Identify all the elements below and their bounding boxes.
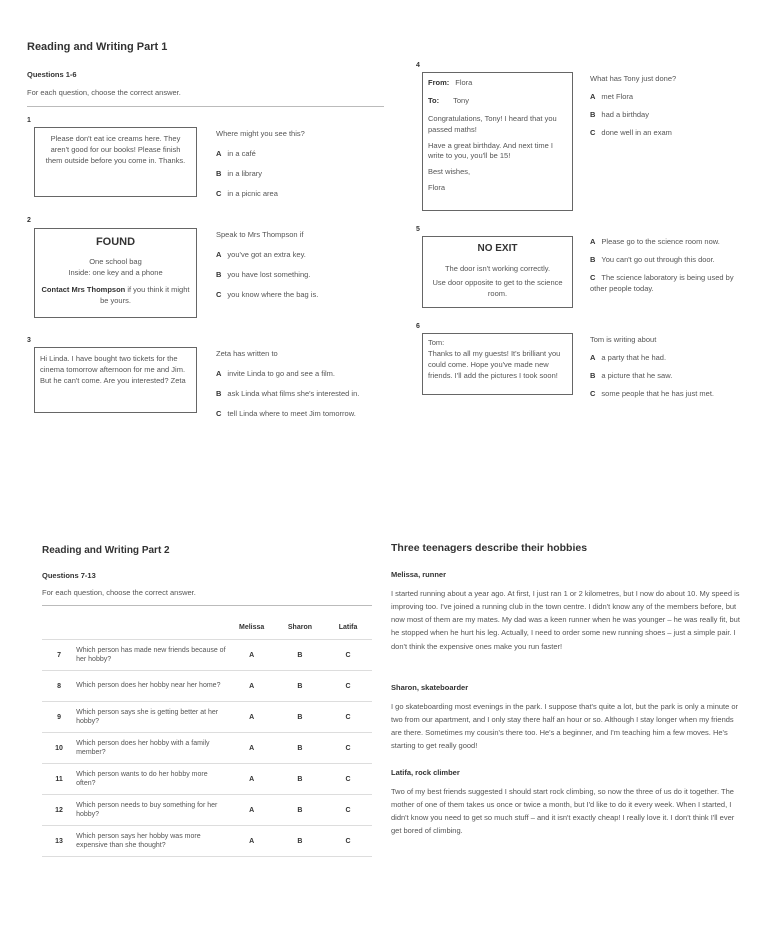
row-number: 13 [42,826,76,857]
table-header-row [42,615,372,640]
answer-c[interactable]: C [324,702,372,733]
part2-title: Reading and Writing Part 2 [42,545,170,556]
answer-c[interactable]: C [324,733,372,764]
question-number: 3 [27,337,31,344]
row-number: 11 [42,764,76,795]
option-b[interactable]: B had a birthday [590,110,649,119]
notice-box [34,228,197,318]
notice-line: The door isn't working correctly. [444,263,551,273]
row-question: Which person does her hobby near her home? [76,671,227,702]
table-row [42,826,372,857]
part2-instruction: For each question, choose the correct answer. [42,588,196,597]
question-number: 2 [27,217,31,224]
email-paragraph: Congratulations, Tony! I heard that you passed maths! [428,113,557,134]
table-row [42,764,372,795]
from-label: From: [428,78,450,87]
section-text: I started running about a year ago. At first, I just ran 1 or 2 kilometres, but I now do about 10. My speed is improving too. I've joined a running club in the town centre. I didn't know any of the members before, but now most of them are my mates. My dad was a keen runner when he was younger – he was really fit, but he stopped when he hurt his leg. Actually, I need to order some new running shoes – just a simple pair. I don't think the expensive ones make you run faster! [391,589,740,651]
row-number: 9 [42,702,76,733]
message-box [34,347,197,413]
option-b[interactable]: B in a library [216,169,263,178]
answer-b[interactable]: B [276,764,324,795]
email-signature: Flora [428,183,446,193]
section-heading: Sharon, skateboarder [391,683,469,692]
answer-b[interactable]: B [276,702,324,733]
table-row [42,733,372,764]
answer-b[interactable]: B [276,671,324,702]
part1-title: Reading and Writing Part 1 [27,41,168,53]
answer-c[interactable]: C [324,640,372,671]
answer-b[interactable]: B [276,826,324,857]
answer-c[interactable]: C [324,671,372,702]
answer-c[interactable]: C [324,764,372,795]
notice-box [34,127,197,197]
option-b[interactable]: B You can't go out through this door. [590,255,715,264]
notice-contact: Contact Mrs Thompson if you think it might be yours. [41,284,190,305]
notice-heading: FOUND [95,236,136,248]
question-stem: Speak to Mrs Thompson if [216,230,304,239]
row-question: Which person has made new friends because of her hobby? [76,640,227,671]
answer-a[interactable]: A [228,640,276,671]
row-number: 12 [42,795,76,826]
question-number: 5 [416,226,420,233]
option-c[interactable]: C tell Linda where to meet Jim tomorrow. [216,409,356,418]
question-stem: What has Tony just done? [590,74,677,83]
divider [42,605,372,606]
option-a[interactable]: A Please go to the science room now. [590,237,720,246]
divider [27,106,384,107]
section-heading: Latifa, rock climber [391,768,460,777]
column-header-latifa: Latifa [324,615,372,640]
notice-line: Use door opposite to get to the science room. [432,278,563,299]
option-c[interactable]: C in a picnic area [216,189,278,198]
option-c[interactable]: C some people that he has just met. [590,389,714,398]
row-number: 10 [42,733,76,764]
question-stem: Where might you see this? [216,129,305,138]
row-question: Which person says she is getting better at her hobby? [76,702,227,733]
table-row [42,640,372,671]
answer-c[interactable]: C [324,826,372,857]
option-a[interactable]: A in a café [216,149,256,158]
notice-line: One school bag [89,256,142,266]
option-c[interactable]: C you know where the bag is. [216,290,319,299]
message-text: Hi Linda. I have bought two tickets for the cinema tomorrow afternoon for me and Jim. But he can't come. Are you interested? Zeta [40,354,186,385]
part1-instruction: For each question, choose the correct answer. [27,88,181,97]
option-b[interactable]: B ask Linda what films she's interested in. [216,389,360,398]
section-heading: Melissa, runner [391,570,447,579]
row-question: Which person needs to buy something for her hobby? [76,795,227,826]
header-question [76,615,227,640]
email-box [422,72,573,211]
option-c[interactable]: C The science laboratory is being used by other people today. [590,273,734,293]
section-text: Two of my best friends suggested I should start rock climbing, so now the three of us do it together. The mother of one of them takes us once or twice a month, but I'd like to do it every week. When I started, I didn't know you need to get so much stuff – and it isn't exactly cheap! I really love it. I don't think I'll ever get bored of climbing. [391,787,735,836]
question-stem: Tom is writing about [590,335,657,344]
answer-c[interactable]: C [324,795,372,826]
row-question: Which person wants to do her hobby more often? [76,764,227,795]
answer-a[interactable]: A [228,702,276,733]
answer-b[interactable]: B [276,640,324,671]
from-value: Flora [455,78,473,87]
email-paragraph: Have a great birthday. And next time I write to you, you'll be 15! [428,140,553,161]
notice-text: Please don't eat ice creams here. They aren't good for our books! Please finish them outside before you come in. Thanks. [45,134,186,165]
answer-a[interactable]: A [228,764,276,795]
part2-questions-range: Questions 7-13 [42,571,96,580]
row-question: Which person says her hobby was more expensive than she thought? [76,826,227,857]
option-c[interactable]: C done well in an exam [590,128,672,137]
column-header-sharon: Sharon [276,615,324,640]
answer-b[interactable]: B [276,733,324,764]
row-question: Which person does her hobby with a family member? [76,733,227,764]
notice-heading: NO EXIT [477,243,518,254]
answer-table [42,615,372,857]
email-signoff: Best wishes, [428,167,471,177]
note-text: Tom: Thanks to all my guests! It's brilliant you could come. Hope you've made new friends. I'll add the pictures I took soon! [428,338,561,380]
answer-a[interactable]: A [228,795,276,826]
option-b[interactable]: B you have lost something. [216,270,311,279]
note-box [422,333,573,395]
answer-a[interactable]: A [228,826,276,857]
option-a[interactable]: A you've got an extra key. [216,250,306,259]
header-num [42,615,76,640]
question-number: 6 [416,323,420,330]
column-header-melissa: Melissa [228,615,276,640]
option-a[interactable]: A met Flora [590,92,634,101]
table-row [42,671,372,702]
notice-box [422,236,573,308]
question-number: 4 [416,62,420,69]
question-stem: Zeta has written to [216,349,278,358]
table-row [42,795,372,826]
to-value: Tony [453,95,469,105]
row-number: 8 [42,671,76,702]
row-number: 7 [42,640,76,671]
part1-questions-range: Questions 1-6 [27,70,77,79]
option-a[interactable]: A a party that he had. [590,353,667,362]
article-title: Three teenagers describe their hobbies [391,542,588,554]
section-text: I go skateboarding most evenings in the park. I suppose that's quite a lot, but the park is only a minute or two from our apartment, and I only stay there half an hour or so. Although I stay longer when my friends are there. Sometimes my cousin's there too. He's a beginner, and I'm teaching him a few moves. He's starting to get really good! [391,702,739,751]
option-b[interactable]: B a picture that he saw. [590,371,673,380]
to-label: To: [428,95,440,105]
answer-a[interactable]: A [228,671,276,702]
table-row [42,702,372,733]
question-number: 1 [27,117,31,124]
option-a[interactable]: A invite Linda to go and see a film. [216,369,335,378]
notice-line: Inside: one key and a phone [68,267,163,277]
answer-a[interactable]: A [228,733,276,764]
answer-b[interactable]: B [276,795,324,826]
